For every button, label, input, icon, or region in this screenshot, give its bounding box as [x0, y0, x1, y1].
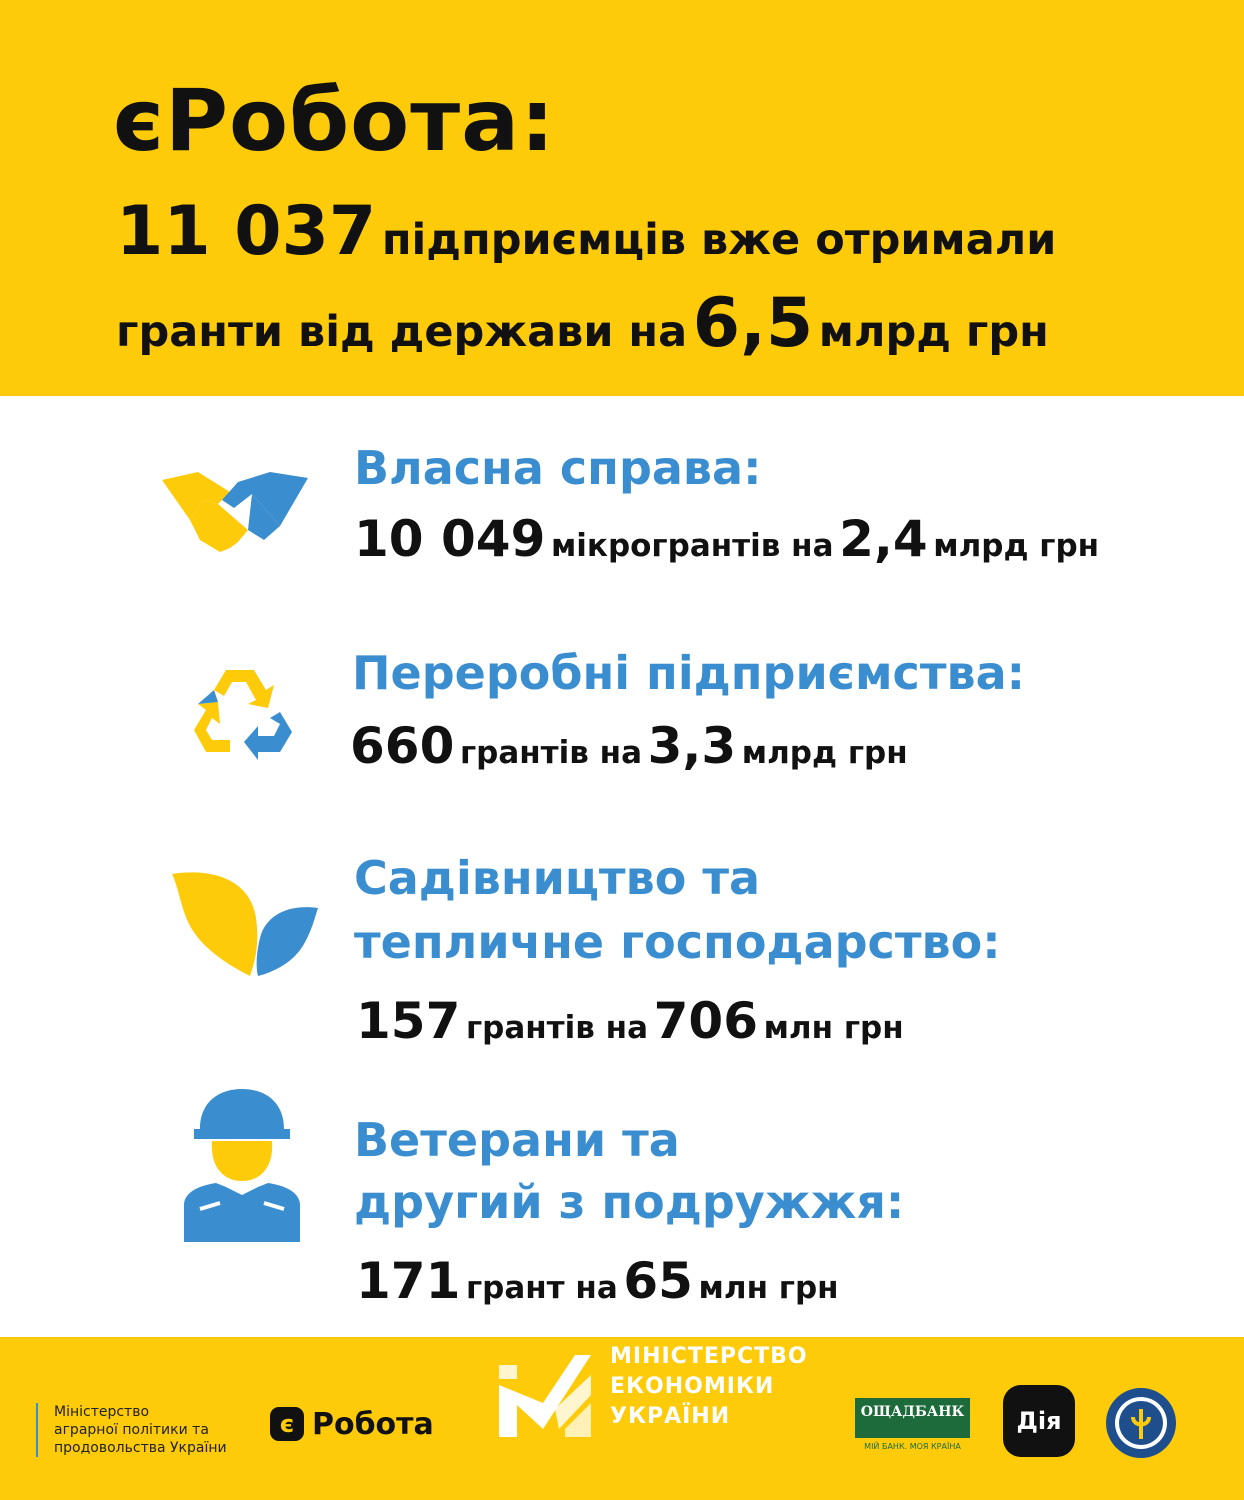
stat-count: 157	[356, 992, 461, 1050]
footer-logos	[0, 1337, 1244, 1500]
stat-unit: млрд грн	[933, 528, 1100, 564]
headline-amount-unit: млрд грн	[818, 307, 1049, 357]
section-title-line2: тепличне господарство:	[354, 915, 1001, 969]
stat-unit: млрд грн	[741, 735, 908, 771]
minecon-line: УКРАЇНИ	[610, 1404, 731, 1429]
headline-text-1: підприємців вже отримали	[381, 215, 1057, 265]
minagro-line: Міністерство	[54, 1404, 150, 1420]
section-title: Власна справа:	[354, 441, 762, 495]
section-title-line1: Ветерани та	[354, 1113, 680, 1167]
erobota-text: Робота	[312, 1406, 434, 1442]
recycle-icon	[188, 660, 293, 760]
page-title: єРобота:	[113, 71, 556, 171]
stat-count: 660	[350, 717, 455, 775]
stat-text: грант на	[465, 1270, 618, 1306]
employment-service-logo	[1105, 1387, 1177, 1459]
headline-text-2: гранти від держави на	[116, 307, 688, 357]
diia-logo: Дія	[1003, 1385, 1075, 1457]
stat-amount: 65	[623, 1252, 693, 1310]
section-title-line2: другий з подружжя:	[354, 1175, 905, 1229]
minecon-logo-text	[610, 1342, 808, 1432]
section-stat	[354, 510, 1099, 568]
stat-unit: млн грн	[698, 1270, 839, 1306]
stat-unit: млн грн	[763, 1010, 904, 1046]
minecon-line: МІНІСТЕРСТВО	[610, 1344, 808, 1369]
soldier-icon	[182, 1087, 302, 1242]
stat-count: 10 049	[354, 510, 546, 568]
stat-text: мікрогрантів на	[550, 528, 834, 564]
leaves-icon	[170, 868, 320, 978]
stat-amount: 2,4	[839, 510, 928, 568]
oschadbank-logo	[855, 1398, 970, 1456]
stat-text: грантів на	[459, 735, 643, 771]
section-stat	[350, 717, 908, 775]
oschadbank-name: ОЩАДБАНК	[860, 1404, 965, 1420]
minagro-logo	[36, 1403, 227, 1457]
headline-amount: 6,5	[692, 284, 814, 363]
section-stat	[356, 992, 904, 1050]
erobota-logo	[270, 1404, 434, 1444]
header-banner	[0, 0, 1244, 396]
minagro-line: аграрної політики та	[54, 1422, 209, 1438]
stat-count: 171	[356, 1252, 461, 1310]
minagro-line: продовольства України	[54, 1440, 227, 1456]
section-title-line1: Садівництво та	[354, 851, 761, 905]
section-stat	[356, 1252, 839, 1310]
minecon-logo-icon	[495, 1345, 595, 1445]
erobota-badge: є	[270, 1407, 304, 1441]
headline-count: 11 037	[116, 192, 377, 271]
headline	[116, 192, 1216, 363]
stat-amount: 706	[653, 992, 758, 1050]
handshake-icon	[160, 470, 310, 560]
oschadbank-slogan: МІЙ БАНК. МОЯ КРАЇНА	[855, 1438, 970, 1456]
stat-amount: 3,3	[647, 717, 737, 775]
minecon-line: ЕКОНОМІКИ	[610, 1374, 775, 1399]
stat-text: грантів на	[465, 1010, 649, 1046]
section-title: Переробні підприємства:	[352, 646, 1026, 700]
